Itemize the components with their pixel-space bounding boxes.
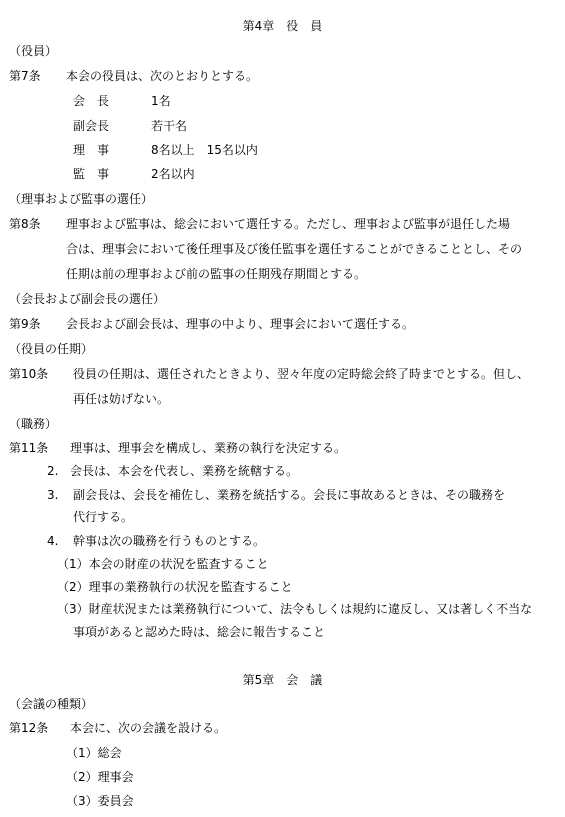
article-12-number: 第12条: [9, 721, 49, 735]
article-8-line: 理事および監事は、総会において選任する。ただし、理事および監事が退任した場: [66, 217, 511, 231]
section-heading-election-directors: （理事および監事の選任）: [9, 192, 154, 206]
sub-item-continuation: 事項があると認めた時は、総会に報告すること: [73, 625, 326, 639]
list-item-number: 4.: [47, 534, 59, 548]
role-count: 若干名: [151, 119, 188, 133]
role-count: 8名以上 15名以内: [151, 143, 258, 157]
section-heading-term: （役員の任期）: [9, 342, 94, 356]
article-8-line: 任期は前の理事および前の監事の任期残存期間とする。: [66, 267, 367, 281]
role-count: 1名: [151, 94, 171, 108]
article-10-line: 再任は妨げない。: [73, 392, 170, 406]
article-11-number: 第11条: [9, 441, 49, 455]
role-count: 2名以内: [151, 167, 195, 181]
sub-item: （3）財産状況または業務執行について、法令もしくは規約に違反し、又は著しく不当な: [57, 602, 533, 616]
list-item-number: 3.: [47, 488, 59, 502]
meeting-item: （2）理事会: [66, 770, 134, 784]
article-10-line: 役員の任期は、選任されたときより、翌々年度の定時総会終了時までとする。但し、: [73, 367, 530, 381]
section-heading-duties: （職務）: [9, 417, 58, 431]
article-9-text: 会長および副会長は、理事の中より、理事会において選任する。: [66, 317, 415, 331]
list-item-number: 2.: [47, 464, 59, 478]
article-8-number: 第8条: [9, 217, 41, 231]
role-name: 監 事: [73, 167, 110, 181]
chapter-4-title: 第4章 役 員: [242, 19, 323, 33]
article-9-number: 第9条: [9, 317, 41, 331]
section-heading-meeting-types: （会議の種類）: [9, 697, 94, 711]
section-heading-officers: （役員）: [9, 44, 58, 58]
article-8-line: 合は、理事会において後任理事及び後任監事を選任することができることとし、その: [66, 242, 523, 256]
list-item-text: 会長は、本会を代表し、業務を統轄する。: [70, 464, 299, 478]
sub-item: （2）理事の業務執行の状況を監査すること: [57, 580, 293, 594]
article-11-item-1: 理事は、理事会を構成し、業務の執行を決定する。: [70, 441, 347, 455]
meeting-item: （3）委員会: [66, 794, 134, 808]
article-12-text: 本会に、次の会議を設ける。: [70, 721, 227, 735]
list-item-text: 幹事は次の職務を行うものとする。: [73, 534, 266, 548]
article-7-number: 第7条: [9, 69, 41, 83]
chapter-5-title: 第5章 会 議: [242, 673, 323, 687]
list-item-text: 副会長は、会長を補佐し、業務を統括する。会長に事故あるときは、その職務を: [73, 488, 506, 502]
role-name: 理 事: [73, 143, 110, 157]
sub-item: （1）本会の財産の状況を監査すること: [57, 557, 269, 571]
section-heading-election-president: （会長および副会長の選任）: [9, 292, 166, 306]
article-10-number: 第10条: [9, 367, 49, 381]
role-name: 会 長: [73, 94, 110, 108]
list-item-text: 代行する。: [73, 510, 134, 524]
role-name: 副会長: [73, 119, 110, 133]
meeting-item: （1）総会: [66, 746, 122, 760]
article-7-text: 本会の役員は、次のとおりとする。: [66, 69, 259, 83]
